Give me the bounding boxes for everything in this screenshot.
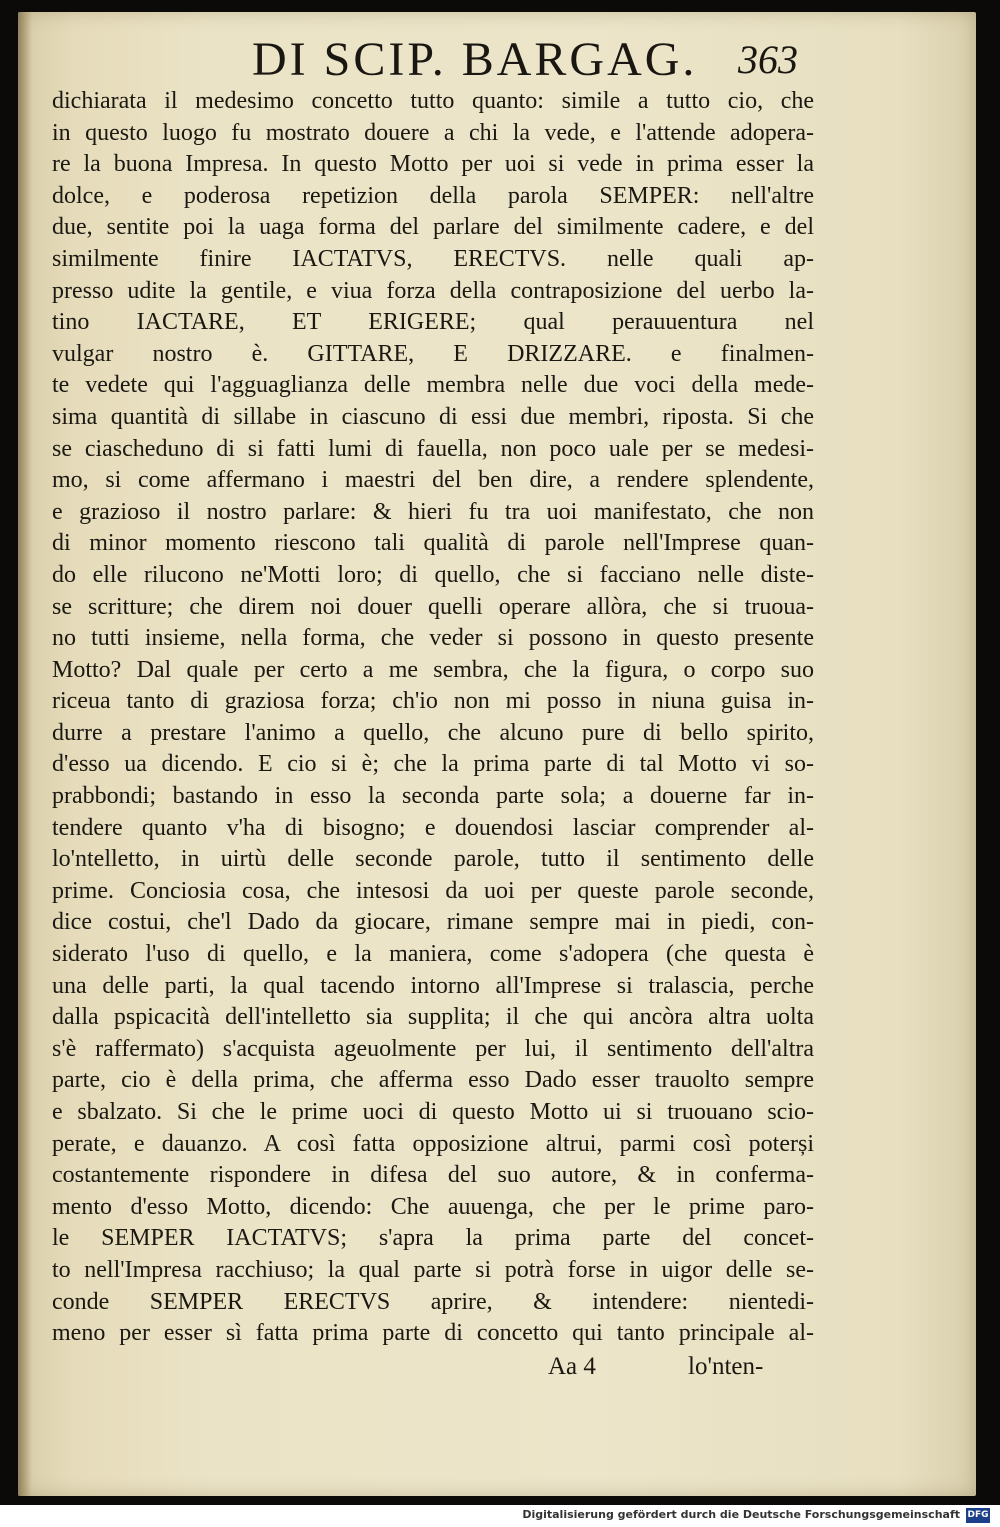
text-line: presso udite la gentile, e viua forza della contraposizione del uerbo la-: [52, 277, 814, 304]
text-line: Motto? Dal quale per certo a me sembra, che la figura, o corpo suo: [52, 656, 814, 683]
body-text: [52, 86, 814, 1350]
text-line: se ciascheduno di si fatti lumi di fauella, non poco uale per se medesi-: [52, 435, 814, 462]
text-line: una delle parti, la qual tacendo intorno all'Imprese si tralascia, perche: [52, 972, 814, 999]
text-line: mo, si come affermano i maestri del ben dire, a rendere splendente,: [52, 467, 814, 494]
text-line: mento d'esso Motto, dicendo: Che auuenga, che per le prime paro-: [52, 1193, 814, 1220]
text-line: to nell'Impresa racchiuso; la qual parte si potrà forse in uigor delle se-: [52, 1256, 814, 1283]
text-line: e sbalzato. Si che le prime uoci di questo Motto ui si truouano scio-: [52, 1099, 814, 1125]
text-line: di minor momento riescono tali qualità di parole nell'Imprese quan-: [52, 530, 814, 557]
text-line: dichiarata il medesimo concetto tutto quanto: simile a tutto cio, che: [52, 88, 814, 114]
footer-bar: [0, 1505, 1000, 1527]
page-gutter: [18, 12, 32, 1496]
text-line: do elle rilucono ne'Motti loro; di quello, che si facciano nelle diste-: [52, 561, 814, 588]
text-line: d'esso ua dicendo. E cio si è; che la prima parte di tal Motto vi so-: [52, 751, 814, 778]
text-line: similmente finire IACTATVS, ERECTVS. nelle quali ap-: [52, 245, 814, 272]
text-line: vulgar nostro è. GITTARE, E DRIZZARE. e finalmen-: [52, 340, 814, 367]
running-head: DI SCIP. BARGAG.: [252, 33, 698, 86]
text-line: prime. Conciosia cosa, che intesosi da uoi per queste parole seconde,: [52, 877, 814, 904]
text-line: se scritture; che direm noi douer quelli operare allòra, che si truoua-: [52, 593, 814, 620]
page-number: 363: [738, 37, 798, 82]
catchword: lo'nten-: [688, 1353, 764, 1380]
text-line: prabbondi; bastando in esso la seconda parte sola; a douerne far in-: [52, 783, 814, 810]
catchline: [548, 1351, 784, 1383]
text-line: te vedete qui l'agguaglianza delle membra nelle due voci della mede-: [52, 372, 814, 399]
dfg-logo: DFG: [966, 1508, 990, 1523]
text-line: siderato l'uso di quello, e la maniera, come s'adopera (che questa è: [52, 941, 814, 968]
text-line: no tutti insieme, nella forma, che veder si possono in questo presente: [52, 625, 814, 652]
text-line: re la buona Impresa. In questo Motto per uoi si vede in prima esser la: [52, 151, 814, 178]
text-line: s'è raffermato) s'acquista ageuolmente per lui, il sentimento dell'altra: [52, 1035, 814, 1062]
text-line: sima quantità di sillabe in ciascuno di essi due membri, riposta. Si che: [52, 403, 814, 430]
footer-credit: Digitalisierung gefördert durch die Deutsche Forschungsgemeinschaft: [522, 1508, 960, 1521]
text-line: conde SEMPER ERECTVS aprire, & intendere: nientedi-: [52, 1288, 814, 1315]
text-line: e grazioso il nostro parlare: & hieri fu tra uoi manifestato, che non: [52, 498, 814, 525]
text-line: in questo luogo fu mostrato douere a chi la vede, e l'attende adopera-: [52, 119, 814, 146]
text-line: riceua tanto di graziosa forza; ch'io non mi posso in niuna guisa in-: [52, 688, 814, 715]
signature-mark: Aa 4: [548, 1353, 596, 1380]
text-line: tendere quanto v'ha di bisogno; e douendosi lasciar comprender al-: [52, 814, 814, 841]
text-line: dolce, e poderosa repetizion della parola SEMPER: nell'altre: [52, 182, 814, 209]
text-line: lo'ntelletto, in uirtù delle seconde parole, tutto il sentimento delle: [52, 846, 814, 873]
text-line: dice costui, che'l Dado da giocare, rimane sempre mai in piedi, con-: [52, 909, 814, 936]
text-line: dalla pspicacità dell'intelletto sia supplita; il che qui ancòra altra uolta: [52, 1004, 814, 1031]
text-line: meno per esser sì fatta prima parte di concetto qui tanto principale al-: [52, 1320, 814, 1347]
text-line: due, sentite poi la uaga forma del parlare del similmente cadere, e del: [52, 214, 814, 241]
text-line: costantemente rispondere in difesa del suo autore, & in conferma-: [52, 1162, 814, 1189]
text-line: perate, e dauanzo. A così fatta opposizione altrui, parmi così poterși: [52, 1130, 814, 1157]
text-line: tino IACTARE, ET ERIGERE; qual perauuentura nel: [52, 309, 814, 336]
text-line: parte, cio è della prima, che afferma esso Dado esser trauolto sempre: [52, 1067, 814, 1094]
text-line: le SEMPER IACTATVS; s'apra la prima parte del concet-: [52, 1225, 814, 1252]
text-line: durre a prestare l'animo a quello, che alcuno pure di bello spirito,: [52, 719, 814, 746]
